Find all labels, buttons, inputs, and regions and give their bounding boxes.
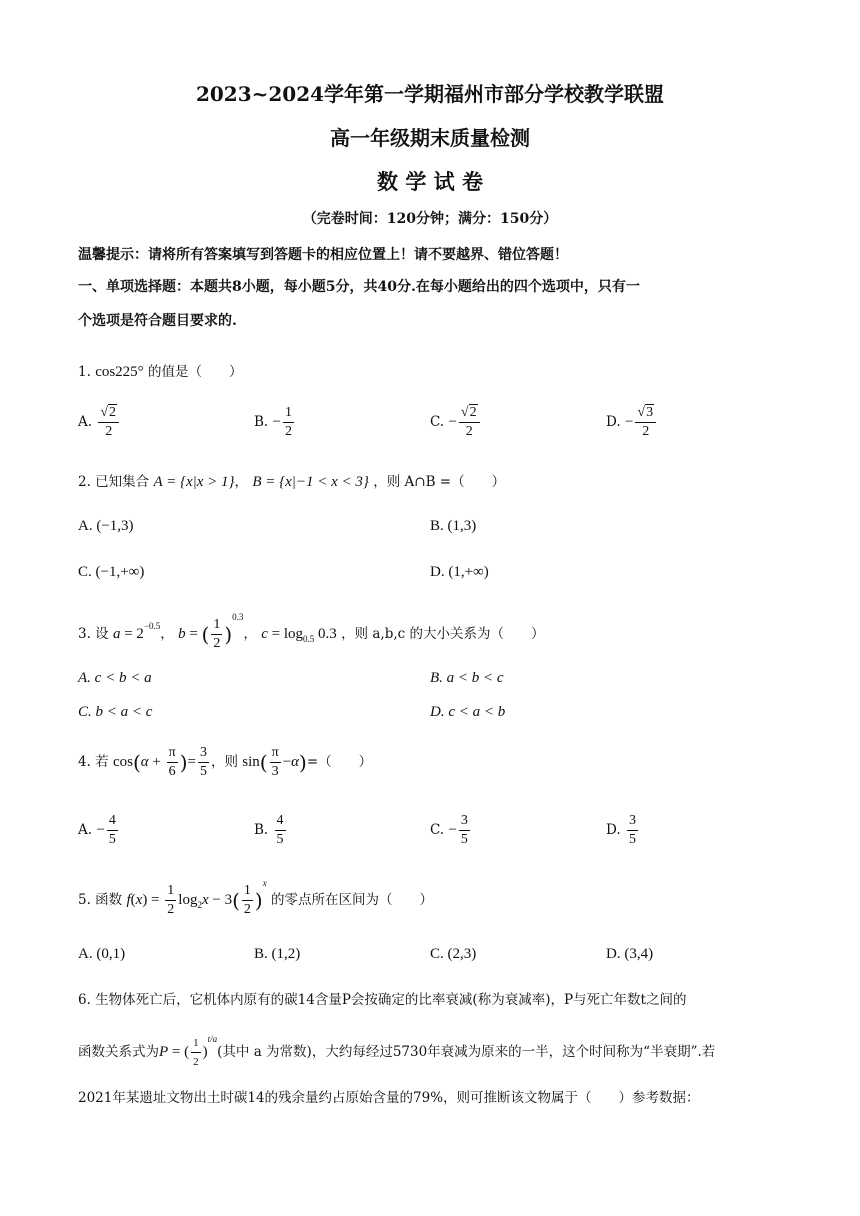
- question-6-line-3: 2021年某遗址文物出土时碳14的残余量约占原始含量的79%，则可推断该文物属于（ ）参考数据：: [78, 1090, 700, 1106]
- question-4: 4. 若 cos(α + $\frac{\pi}{6}$ )= $\frac{3}{5}$ ，则 sin( $\frac{\pi}{3}$ −α)=（ ）: [78, 745, 373, 779]
- section-heading-line-2: 个选项是符合题目要求的.: [78, 313, 237, 329]
- q3-option-d: D. c < a < b: [430, 704, 506, 720]
- question-6-line-1: 6. 生物体死亡后，它机体内原有的碳14含量P会按确定的比率衰减(称为衰减率)，P与死亡年数t之间的: [78, 992, 687, 1008]
- q1-option-a: A. $\frac{√2}{2}$: [78, 404, 121, 441]
- q3-option-b: B. a < b < c: [430, 670, 504, 686]
- question-1-expr: cos225°: [95, 364, 144, 380]
- title-line-3: 数 学 试 卷: [377, 169, 483, 194]
- notice: 温馨提示：请将所有答案填写到答题卡的相应位置上！请不要越界、错位答题！: [78, 247, 568, 263]
- q4-option-c: C. − $\frac{3}{5}$: [430, 813, 468, 847]
- q4-option-b: B. $\frac{4}{5}$: [254, 813, 284, 847]
- q2-option-a: A. (−1,3): [78, 518, 134, 534]
- question-1-number: 1.: [78, 364, 91, 380]
- q4-option-a: A. − $\frac{4}{5}$: [78, 813, 116, 847]
- q4-option-d: D. $\frac{3}{5}$: [606, 813, 636, 847]
- set-a: A = {x|x > 1}: [153, 474, 235, 490]
- question-1-tail: 的值是（ ）: [147, 364, 243, 380]
- q3-option-a: A. c < b < a: [78, 670, 152, 686]
- question-2: 2. 已知集合 A = {x|x > 1}， B = {x|−1 < x < 3} ，则 A∩B =（ ）: [78, 474, 506, 490]
- q5-option-d: D. (3,4): [606, 946, 654, 962]
- q1-option-d: D. − $\frac{√3}{2}$: [606, 404, 658, 441]
- q5-option-c: C. (2,3): [430, 946, 477, 962]
- title-line-1: 2023~2024学年第一学期福州市部分学校教学联盟: [195, 82, 665, 106]
- q5-option-b: B. (1,2): [254, 946, 301, 962]
- section-heading-line-1: 一、单项选择题：本题共8小题，每小题5分，共40分.在每小题给出的四个选项中，只有一: [78, 279, 640, 295]
- set-b: B = {x|−1 < x < 3}: [252, 474, 369, 490]
- q3-option-c: C. b < a < c: [78, 704, 153, 720]
- question-1: [78, 360, 242, 381]
- q2-option-b: B. (1,3): [430, 518, 477, 534]
- q2-option-c: C. (−1,+∞): [78, 564, 145, 580]
- question-3: 3. 设 $a = 2^{-0.5}$， b = ( $\frac{1}{2}$ )$^{0.3}$， $c = \log_{0.5} 0.3$ ，则 a,b,c 的大小关系为（ ）: [78, 612, 545, 651]
- exam-info: （完卷时间：120分钟；满分：150分）: [302, 211, 558, 227]
- question-5: 5. 函数 f(x) = $\frac{1}{2}$ $\log_2x - 3$( $\frac{1}{2}$ )$^x$ 的零点所在区间为（ ）: [78, 878, 434, 917]
- q1-option-c: C. − $\frac{√2}{2}$: [430, 404, 482, 441]
- question-6-line-2: 函数关系式为P = ( $\frac{1}{2}$ )$^{t/a}$(其中 a 为常数)，大约每经过5730年衰减为原来的一半，这个时间称为“半衰期”.若: [78, 1034, 716, 1068]
- q1-option-b: B. − $\frac{1}{2}$: [254, 405, 292, 439]
- q2-option-d: D. (1,+∞): [430, 564, 489, 580]
- title-line-2: 高一年级期末质量检测: [330, 126, 530, 150]
- q5-option-a: A. (0,1): [78, 946, 126, 962]
